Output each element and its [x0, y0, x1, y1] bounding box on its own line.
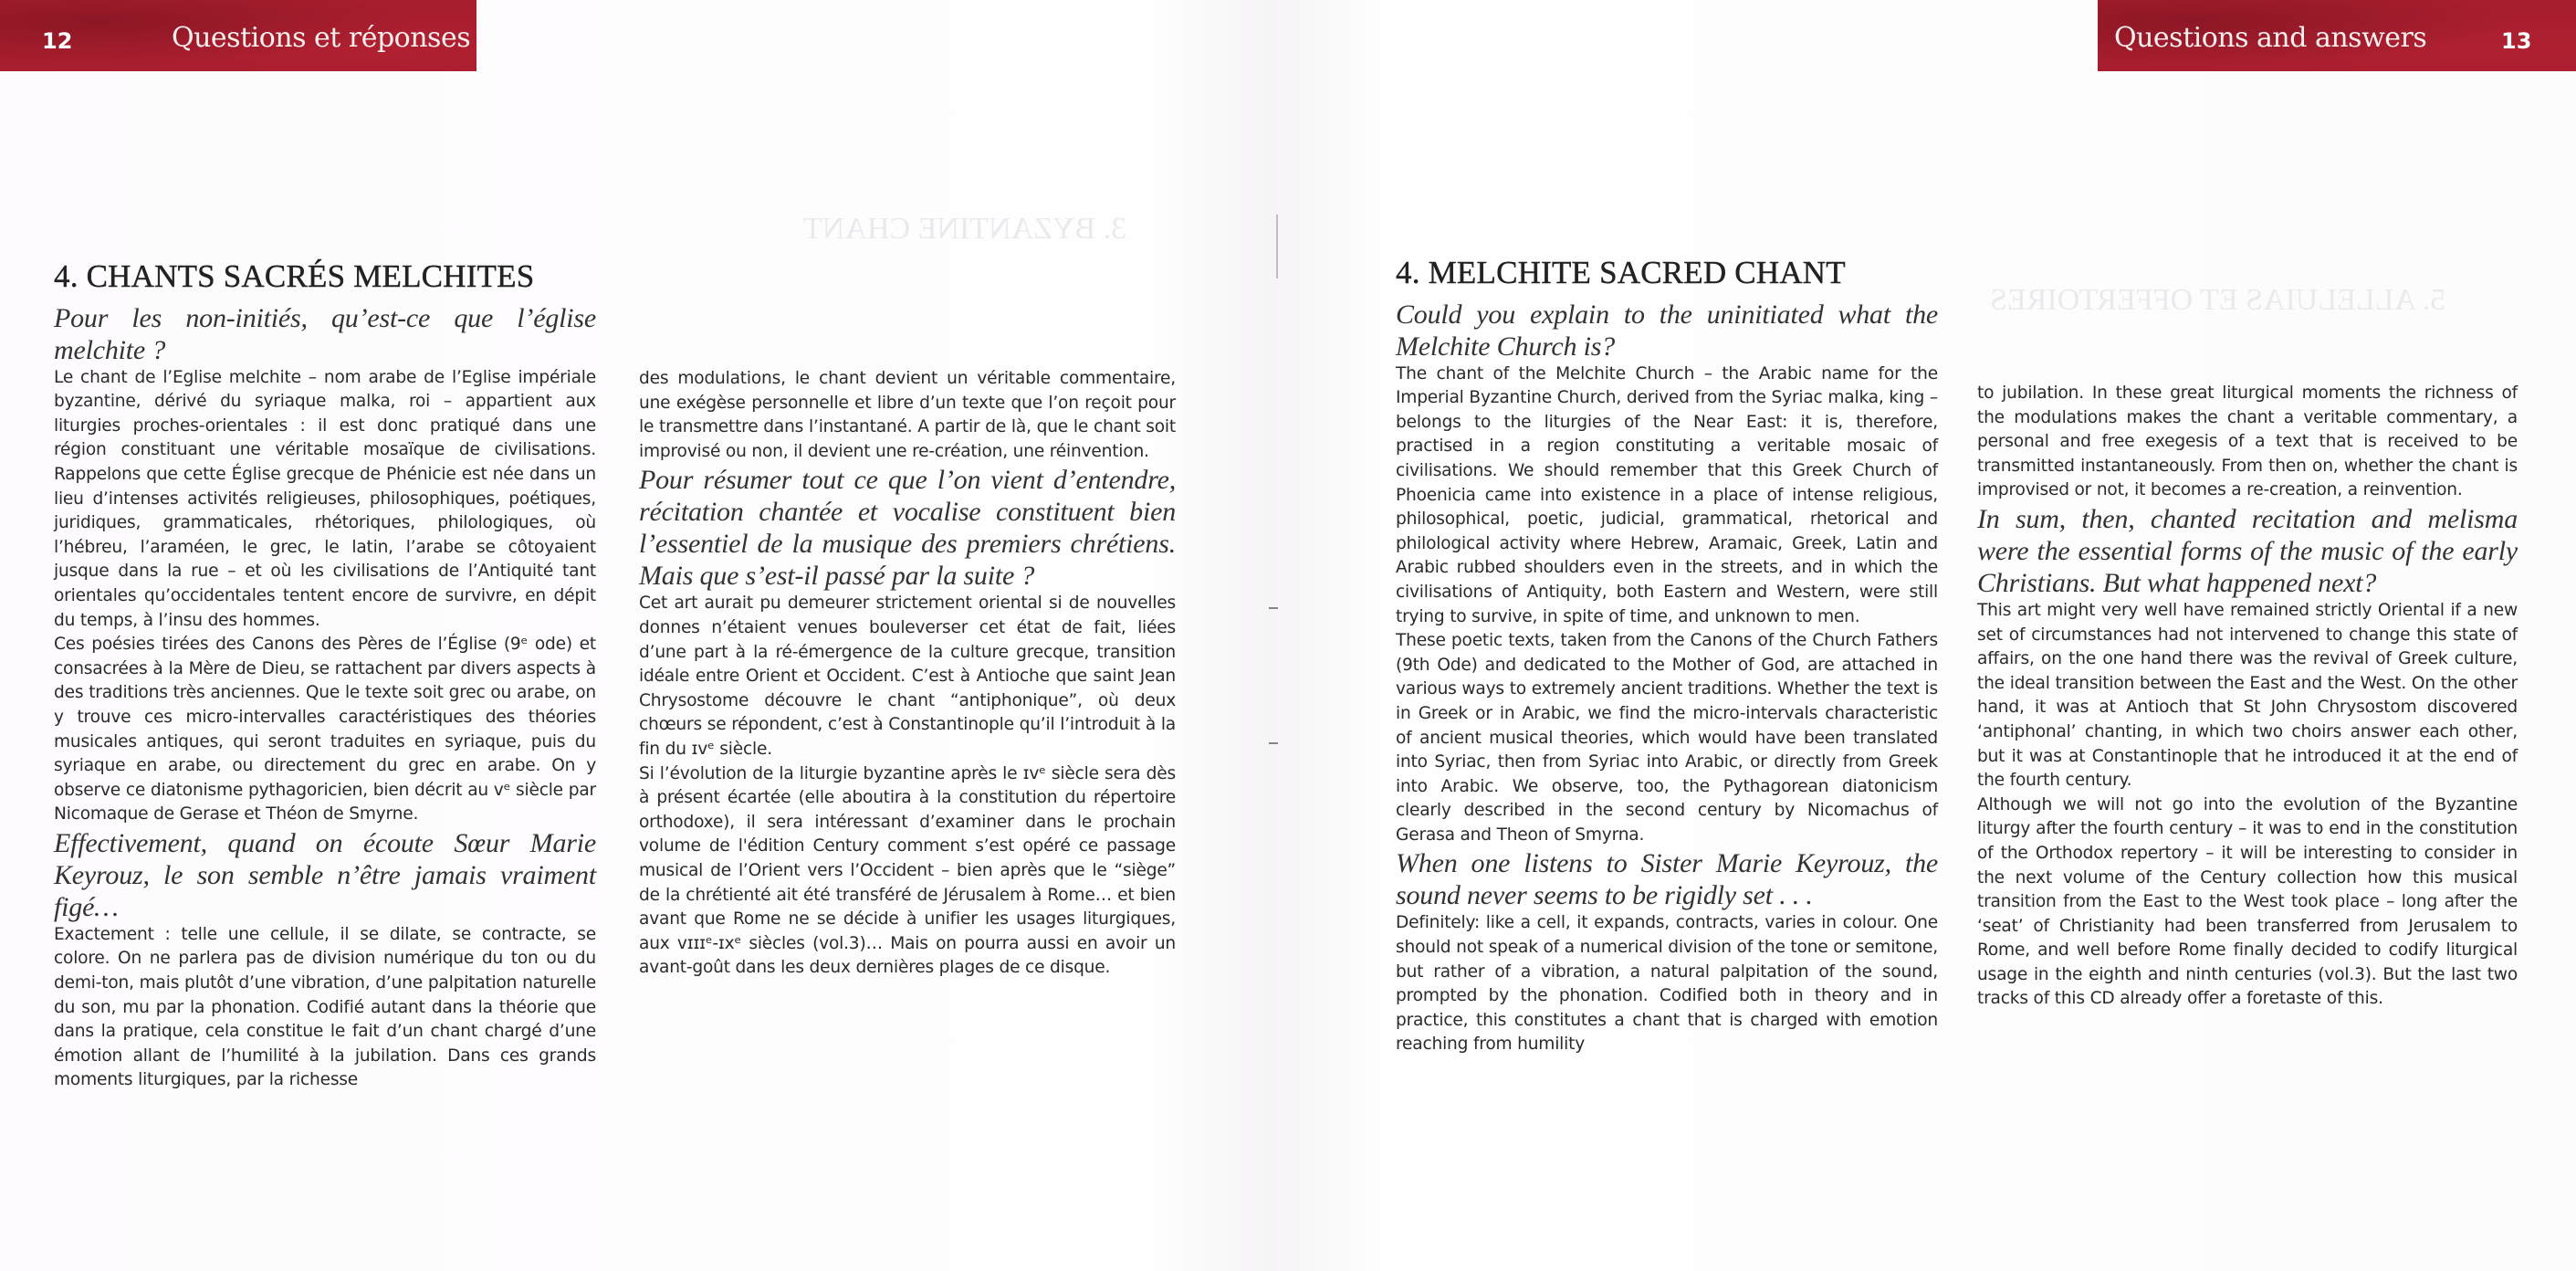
section-title-fr: 4. CHANTS SACRÉS MELCHITES — [54, 258, 535, 294]
answer-2-continued-fr: des modulations, le chant devient un véritable commentaire, une exégèse personnelle et libre d’un texte que l’on reçoit pour le transmettre dans l’instantané. A partir de là, que le chant soit improvisé ou non, il devient une re-création, une réinvention. — [639, 369, 1176, 461]
answer-1-paragraph-2-fr: Ces poésies tirées des Canons des Pères de l’Église (9ᵉ ode) et consacrées à la Mère de Dieu, se rattachent par divers aspects à des traditions très anciennes. Que le texte soit grec ou arabe, on y trouve ces micro-intervalles caractéristiques des théories musicales antiques, qui seront traduites en syriaque, puis du syriaque en arabe, ou directement du grec en arabe. On y observe ce diatonisme pythagoricien, bien décrit au vᵉ siècle par Nicomaque de Gerase et Théon de Smyrne. — [54, 635, 596, 825]
question-3-fr: Pour résumer tout ce que l’on vient d’entendre, récitation chantée et vocalise constituent bien l’essentiel de la musique des premiers chrétiens. Mais que s’est-il passé par la suite ? — [639, 465, 1176, 592]
left-page — [0, 0, 1278, 1271]
question-2-fr: Effectivement, quand on écoute Sœur Marie Keyrouz, le son semble n’être jamais vraiment figé… — [54, 827, 596, 922]
page-number-left: 12 — [42, 28, 73, 54]
show-through-text: 5. ALLELUIAS ET OFFERTOIRES — [1990, 283, 2446, 317]
answer-1-paragraph-1-fr: Le chant de l’Eglise melchite – nom arabe de l’Eglise impériale byzantine, dérivé du syriaque malka, roi – appartient aux liturgies proches-orientales : il est donc pratiqué dans une région constituant une véritable mosaïque de civilisations. Rappelons que cette Église grecque de Phénicie est née dans un lieu d’intenses activités religieuses, philosophiques, poétiques, juridiques, grammaticales, rhétoriques, philologiques, où l’hébreu, l’araméen, le grec, le latin, l’arabe se côtoyaient jusque dans la rue – et où les civilisations de l’Antiquité tant orientales qu’occidentales tentent encore de survivre, en dépit du temps, à l’insu des hommes. — [54, 367, 596, 630]
right-page — [1278, 0, 2576, 1271]
page-number-right: 13 — [2501, 28, 2532, 54]
right-column-2 — [1977, 382, 2518, 1012]
question-2-en: When one listens to Sister Marie Keyrouz, the sound never seems to be rigidly set . . . — [1396, 848, 1938, 911]
question-1-en: Could you explain to the uninitiated what the Melchite Church is? — [1396, 299, 1938, 362]
question-3-en: In sum, then, chanted recitation and melisma were the essential forms of the music of the early Christians. But what happened next? — [1977, 503, 2518, 598]
answer-2-fr: Exactement : telle une cellule, il se dilate, se contracte, se colore. On ne parlera pas de division numérique du ton ou du demi-ton, mais plutôt d’une vibration, d’une palpitation naturelle du son, mu par la phonation. Codifié autant dans la théorie que dans la pratique, cela constitue le fait d’un chant chargé d’une émotion allant de l’humilité à la jubilation. Dans ces grands moments liturgiques, par la richesse — [54, 924, 596, 1090]
right-header-title: Questions and answers — [2114, 22, 2427, 54]
answer-1-paragraph-2-en: These poetic texts, taken from the Canons of the Church Fathers (9th Ode) and dedicated to the Mother of God, are attached in various ways to extremely ancient traditions. Whether the text is in Greek or in Arabic, we find the micro-intervals characteristic of ancient musical theories, which would have been translated into Syriac, then from Syriac into Arabic, or directly from Greek into Arabic. We observe, too, the Pythagorean diatonicism clearly described in the second century by Nicomachus of Gerasa and Theon of Smyrna. — [1396, 631, 1938, 845]
answer-3-paragraph-2-fr: Si l’évolution de la liturgie byzantine après le ɪᴠᵉ siècle sera dès à présent écartée (elle aboutira à la constitution du répertoire orthodoxe), il sera intéressant d’examiner dans le prochain volume de l'édition Century comment s’est opéré ce passage musical de l’Orient vers l’Occident – bien après que le “siège” de la chrétienté ait été transféré de Jérusalem à Rome… et bien avant que Rome ne se décide à unifier les usages liturgiques, aux ᴠɪɪɪᵉ-ɪxᵉ siècles (vol.3)… Mais on pourra aussi en avoir un avant-goût dans les deux dernières plages de ce disque. — [639, 763, 1176, 978]
left-header-title: Questions et réponses — [172, 22, 471, 54]
answer-3-paragraph-1-en: This art might very well have remained strictly Oriental if a new set of circumstances had not intervened to change this state of affairs, on the one hand there was the revival of Greek culture, the ideal transition between the East and the West. On the other hand, it was at Antioch that St John Chrysostom discovered ‘antiphonal’ chanting, in which two choirs answer each other, but it was at Constantinople that he introduced it at the end of the fourth century. — [1977, 600, 2518, 791]
answer-1-paragraph-1-en: The chant of the Melchite Church – the Arabic name for the Imperial Byzantine Church, derived from the Syriac malka, king – belongs to the liturgies of the Near East: it is, therefore, practised in a region constituting a veritable mosaic of civilisations. We should remember that this Greek Church of Phoenicia came into existence in a place of intense religious, philosophical, poetic, judicial, grammatical, rhetorical and philological activity where Hebrew, Aramaic, Greek, Latin and Arabic rubbed shoulders even in the streets, and in which the civilisations of Antiquity, both Eastern and Western, were still trying to survive, in spite of time, and unknown to men. — [1396, 363, 1938, 626]
section-title-en: 4. MELCHITE SACRED CHANT — [1396, 255, 1846, 290]
answer-3-paragraph-2-en: Although we will not go into the evolution of the Byzantine liturgy after the fourth century – it was to end in the constitution of the Orthodox repertory – it will be interesting to consider in the next volume of the Century collection how this musical transition from the East to the West took place – long after the ‘seat’ of Christianity had been transferred from Jerusalem to Rome, and well before Rome finally decided to codify liturgical usage in the eighth and ninth centuries (vol.3). But the last two tracks of this CD already offer a foretaste of this. — [1977, 794, 2518, 1009]
right-header-bar — [2098, 0, 2576, 71]
left-column-2 — [639, 367, 1176, 981]
answer-3-paragraph-1-fr: Cet art aurait pu demeurer strictement oriental si de nouvelles donnes n’étaient venues bouleverser cet état de fait, liées d’une part à la ré-émergence de la culture grecque, transition idéale entre Orient et Occident. C’est à Antioche que saint Jean Chrysostome découvre le chant “antiphonique”, où deux chœurs se répondent, c’est à Constantinople qu’il l’introduit à la fin du ɪᴠᵉ siècle. — [639, 593, 1176, 759]
show-through-text: 3. BYZANTINE CHANT — [803, 212, 1127, 246]
answer-2-continued-en: to jubilation. In these great liturgical moments the richness of the modulations makes the chant a veritable commentary, a personal and free exegesis of a text that is received to be transmitted instantaneously. From then on, whether the chant is improvised or not, it becomes a re-creation, a reinvention. — [1977, 383, 2518, 500]
question-1-fr: Pour les non-initiés, qu’est-ce que l’église melchite ? — [54, 302, 596, 365]
left-header-bar — [0, 0, 476, 71]
right-column-1 — [1396, 255, 1938, 1057]
left-column-1 — [54, 258, 596, 1093]
answer-2-en: Definitely: like a cell, it expands, contracts, varies in colour. One should not speak of a numerical division of the tone or semitone, but rather of a vibration, a natural palpitation of the sound, prompted by the phonation. Codified both in theory and in practice, this constitutes a chant that is charged with emotion reaching from humility — [1396, 913, 1938, 1055]
